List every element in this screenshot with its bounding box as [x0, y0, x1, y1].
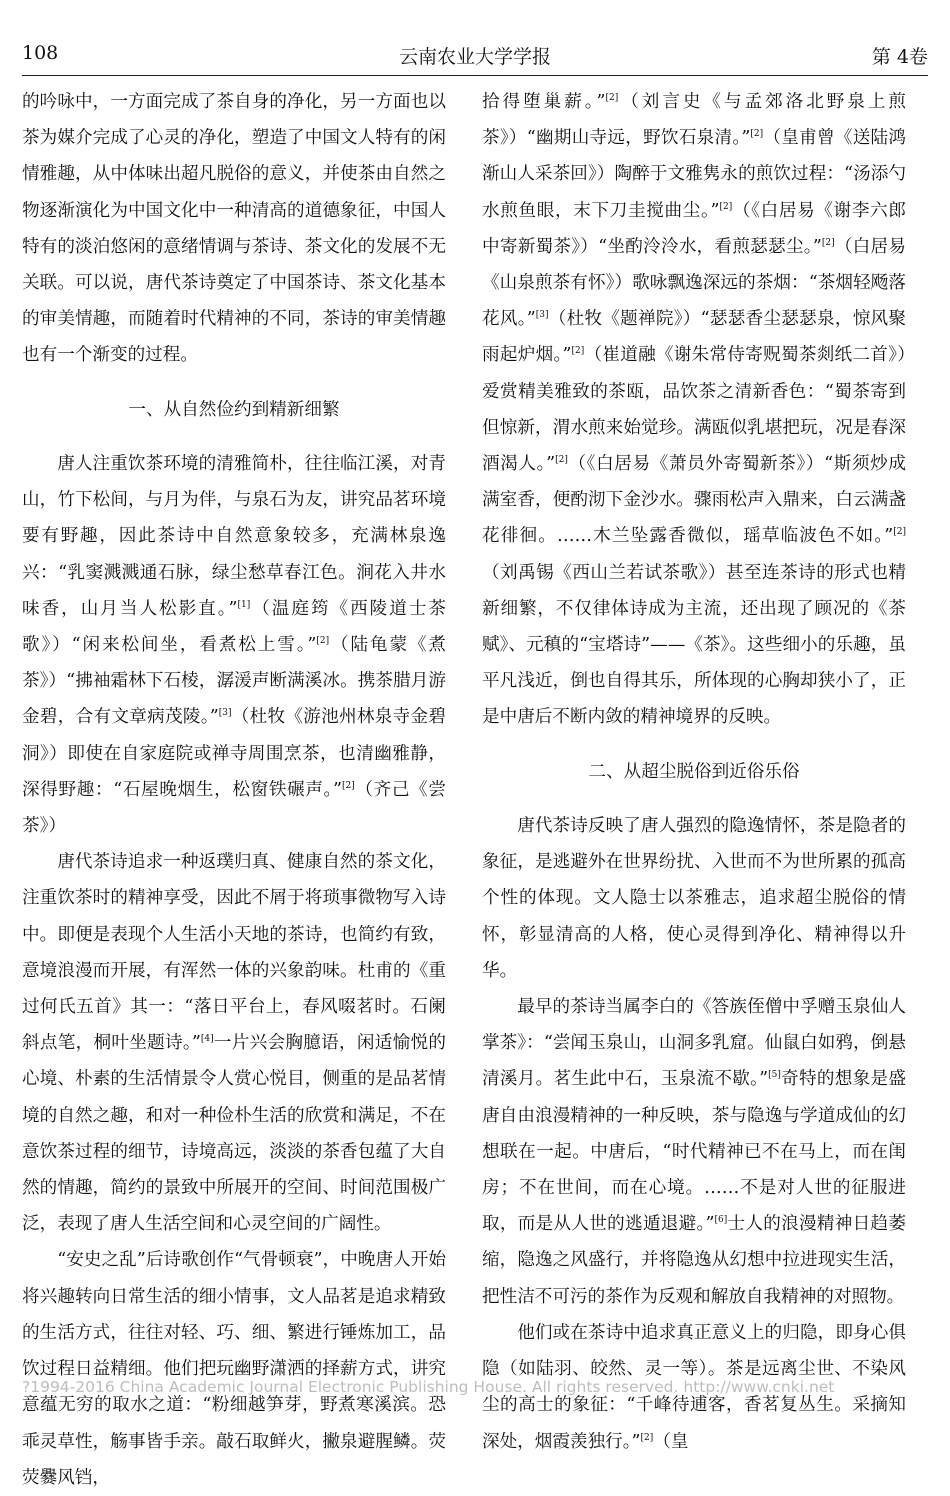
citation-ref: [2]: [342, 780, 355, 791]
citation-ref: [2]: [893, 527, 906, 538]
text-run: 最早的茶诗当属李白的《答族侄僧中孚赠玉泉仙人掌茶》：“尝闻玉泉山，山洞多乳窟。仙鼠白如鸦，倒悬清溪月。茗生此中石，玉泉流不歇。”: [482, 997, 906, 1090]
citation-ref: [6]: [714, 1215, 728, 1226]
intro-paragraph: 的吟咏中，一方面完成了茶自身的净化，另一方面也以茶为媒介完成了心灵的净化，塑造了中国文人特有的闲情雅趣，从中体味出超凡脱俗的意义，并使茶由自然之物逐渐演化为中国文化中一种清高的道德象征，中国人特有的淡泊悠闲的意绪情调与茶诗、茶文化的发展不无关联。可以说，唐代茶诗奠定了中国茶诗、茶文化基本的审美情趣，而随着时代精神的不同，茶诗的审美情趣也有一个渐变的过程。: [22, 92, 446, 366]
citation-ref: [2]: [605, 93, 619, 103]
citation-ref: [2]: [719, 201, 733, 212]
citation-ref: [5]: [768, 1070, 781, 1081]
text-run: （《白居易《谢李六郎中寄新蜀茶》）“坐酌泠泠水，看煎瑟瑟尘。”: [482, 200, 906, 257]
text-run: 他们或在茶诗中追求真正意义上的归隐，即身心俱隐（如陆羽、皎然、灵一等）。茶是远离尘世、不染风尘的高士的象征：“千峰待逋客，香茗复丛生。采摘知深处，烟霞羡独行。”: [482, 1322, 906, 1452]
text-run: （杜牧《题禅院》）“瑟瑟香尘瑟瑟泉，惊风聚雨起炉烟。”: [482, 309, 906, 366]
header-rule: [22, 75, 928, 76]
page-number: 108: [22, 42, 59, 64]
citation-ref: [2]: [555, 455, 568, 466]
text-run: （陆龟蒙《煮茶》）“拂袖霜林下石棱，潺湲声断满溪冰。携茶腊月游金碧，合有文章病茂陵。”: [22, 635, 446, 728]
citation-ref: [2]: [571, 346, 585, 357]
text-run: （皇: [653, 1431, 689, 1452]
text-run: （皇甫曾《送陆鸿渐山人采茶回》）陶醉于文雅隽永的煎饮过程：“汤添勺水煎鱼眼，末下刀圭搅曲尘。”: [482, 128, 906, 221]
citation-ref: [2]: [640, 1432, 654, 1443]
paragraph-natural-environment: [22, 446, 446, 844]
section-heading-1: 一、从自然俭约到精新细繁: [128, 399, 340, 420]
text-run: 唐人注重饮茶环境的清雅简朴，往往临江溪，对青山，竹下松间，与月为伴，与泉石为友，讲究品茗环境要有野趣，因此茶诗中自然意象较多，充满林泉逸兴：“乳窦溅溅通石脉，绿尘愁草春江色。涧花入井水味香，山月当人松影直。”: [22, 454, 446, 619]
text-run: （白居易《山泉煎茶有怀》）歌咏飘逸深远的茶烟：“茶烟轻飏落花风。”: [482, 236, 906, 330]
section-heading-2: 二、从超尘脱俗到近俗乐俗: [588, 761, 800, 782]
text-run: （温庭筠《西陵道士茶歌》）“闲来松间坐，看煮松上雪。”: [22, 598, 446, 656]
citation-ref: [2]: [821, 237, 835, 248]
text-run: （崔道融《谢朱常侍寄贶蜀茶剡纸二首》）爱赏精美雅致的茶瓯，品饮茶之清新香色：“蜀茶寄到但惊新，渭水煎来始觉珍。满瓯似乳堪把玩，况是春深酒渴人。”: [482, 345, 906, 475]
right-column: [482, 84, 906, 1460]
text-run: （刘言史《与孟郊洛北野泉上煎茶》）“幽期山寺远，野饮石泉清。”: [482, 92, 906, 149]
journal-title: 云南农业大学学报: [398, 46, 551, 68]
citation-ref: [3]: [218, 708, 232, 719]
citation-ref: [1]: [237, 599, 251, 610]
text-run: 唐代茶诗追求一种返璞归真、健康自然的茶文化，注重饮茶时的精神享受，因此不屑于将琐事微物写入诗中。即便是表现个人生活小天地的茶诗，也简约有致，意境浪漫而开展，有浑然一体的兴象韵味。杜甫的《重过何氏五首》其一：“落日平台上，春风啜茗时。石阑斜点笔，桐叶坐题诗。”: [22, 852, 446, 1054]
text-run: 士人的浪漫精神日趋萎缩，隐逸之风盛行，并将隐逸从幻想中拉进现实生活，把性洁不可污的茶作为反观和解放自我精神的对照物。: [482, 1214, 906, 1307]
paragraph-continued-quotes: [482, 84, 906, 736]
cnki-watermark: ?1994-2016 China Academic Journal Electronic Publishing House. All rights reserved. http://www.cnki.net: [22, 1378, 835, 1396]
paragraph-li-bai: [482, 989, 906, 1315]
text-run: 拾得堕巢薪。”: [482, 92, 606, 112]
citation-ref: [2]: [750, 129, 764, 140]
paragraph-reclusion: 唐代茶诗反映了唐人强烈的隐逸情怀，茶是隐者的象征，是逃避外在世界纷扰、入世而不为世所累的孤高个性的体现。文人隐士以茶雅志，追求超尘脱俗的情怀，彰显清高的人格，使心灵得到净化、精神得以升华。: [482, 816, 906, 981]
text-run: （《白居易《萧员外寄蜀新茶》）“斯须炒成满室香，便酌沏下金沙水。骤雨松声入鼎来，白云满盏花徘徊。……木兰坠露香微似，瑶草临波色不如。”: [482, 454, 906, 547]
citation-ref: [2]: [316, 636, 330, 647]
citation-ref: [3]: [535, 310, 549, 321]
text-run: 一片兴会胸臆语，闲适愉悦的心境、朴素的生活情景令人赏心悦目，侧重的是品茗情境的自然之趣，和对一种俭朴生活的欣赏和满足，不在意饮茶过程的细节，诗境高远，淡淡的茶香包蕴了大自然的情趣，简约的景致中所展开的空间、时间范围极广泛，表现了唐人生活空间和心灵空间的广阔性。: [22, 1033, 446, 1235]
citation-ref: [4]: [200, 1034, 214, 1045]
left-column: [22, 84, 446, 1496]
volume-label: 第 4卷: [871, 46, 928, 68]
running-header: [22, 42, 928, 72]
text-run: 奇特的想象是盛唐自由浪漫精神的一种反映，茶与隐逸与学道成仙的幻想联在一起。中唐后，“时代精神已不在马上，而在闺房；不在世间，而在心境。……不是对人世的征服进取，而是从人世的逃遁退避。”: [482, 1069, 906, 1235]
paragraph-anshi-rebellion: “安史之乱”后诗歌创作“气骨顿衰”，中晚唐人开始将兴趣转向日常生活的细小情事，文人品茗是追求精致的生活方式，往往对轻、巧、细、繁进行锤炼加工，品饮过程日益精细。他们把玩幽野潇洒的择薪方式，讲究意蕴无穷的取水之道：“粉细越笋芽，野煮寒溪滨。恐乖灵草性，觞事皆手亲。敲石取鲜火，撇泉避腥鳞。荧荧爨风铛，: [22, 1250, 446, 1488]
text-run: （刘禹锡《西山兰若试茶歌》）甚至连茶诗的形式也精新细繁，不仅律体诗成为主流，还出现了顾况的《茶赋》、元稹的“宝塔诗”——《茶》。这些细小的乐趣，虽平凡浅近，倒也自得其乐，所体现的心胸却狭小了，正是中唐后不断内敛的精神境界的反映。: [482, 562, 906, 728]
text-run: （齐己《尝茶》）: [22, 779, 446, 837]
paragraph-simplicity: [22, 844, 446, 1242]
text-run: （杜牧《游池州林泉寺金碧洞》）即使在自家庭院或禅寺周围烹茶，也清幽雅静，深得野趣：“石屋晚烟生，松窗铁碾声。”: [22, 707, 446, 800]
